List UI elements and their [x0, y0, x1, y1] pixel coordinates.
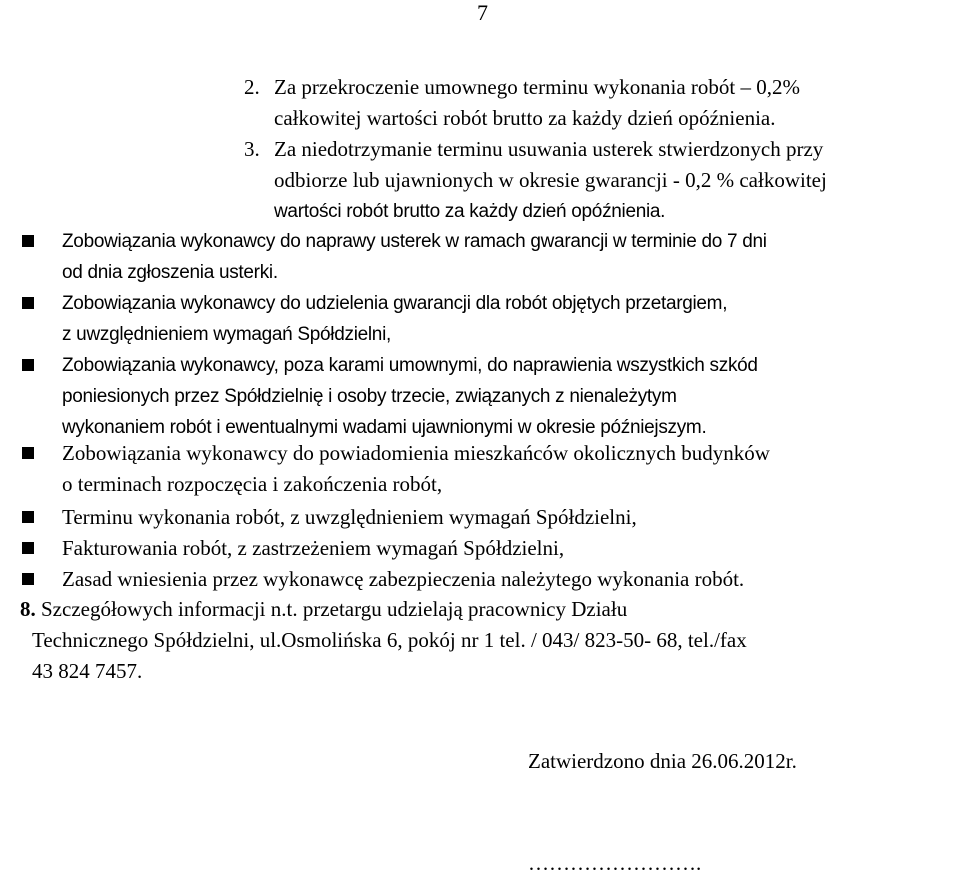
section-line: Technicznego Spółdzielni, ul.Osmolińska 6, pokój nr 1 tel. / 043/ 823-50- 68, tel./fax	[32, 628, 747, 652]
square-bullet-icon	[22, 511, 34, 523]
bullet-line: Zobowiązania wykonawcy do naprawy usterek w ramach gwarancji w terminie do 7 dni	[62, 231, 767, 252]
section-8	[20, 594, 940, 687]
signature-line: …………………….	[528, 851, 702, 875]
bullet-line: Zobowiązania wykonawcy do powiadomienia mieszkańców okolicznych budynków	[62, 441, 770, 465]
penalty-item-2	[244, 72, 954, 134]
bullet-item	[22, 533, 564, 564]
bullet-line: Zobowiązania wykonawcy do udzielenia gwarancji dla robót objętych przetargiem,	[62, 293, 728, 314]
square-bullet-icon	[22, 359, 34, 371]
section-8-first-line	[20, 594, 940, 625]
bullet-item	[22, 226, 767, 288]
bullet-line: Fakturowania robót, z zastrzeżeniem wymagań Spółdzielni,	[62, 536, 565, 560]
square-bullet-icon	[22, 297, 34, 309]
bullet-line: z uwzględnieniem wymagań Spółdzielni,	[62, 324, 391, 345]
square-bullet-icon	[22, 235, 34, 247]
penalty-item-3	[244, 134, 954, 227]
item-line: Za przekroczenie umownego terminu wykonania robót – 0,2%	[274, 75, 800, 99]
bullet-item	[22, 438, 770, 500]
item-line: Za niedotrzymanie terminu usuwania usterek stwierdzonych przy	[274, 137, 824, 161]
section-line: Szczegółowych informacji n.t. przetargu udzielają pracownicy Działu	[41, 597, 628, 621]
item-number: 2.	[244, 75, 260, 99]
item-line: wartości robót brutto za każdy dzień opóźnienia.	[274, 201, 666, 222]
bullet-line: od dnia zgłoszenia usterki.	[62, 262, 278, 283]
item-number: 3.	[244, 137, 260, 161]
bullet-line: wykonaniem robót i ewentualnymi wadami ujawnionymi w okresie późniejszym.	[62, 417, 707, 438]
bullet-line: Terminu wykonania robót, z uwzględnieniem wymagań Spółdzielni,	[62, 505, 637, 529]
section-line: 43 824 7457.	[32, 659, 143, 683]
approval-date: Zatwierdzono dnia 26.06.2012r.	[528, 749, 797, 773]
item-line: całkowitej wartości robót brutto za każdy dzień opóźnienia.	[274, 106, 776, 130]
square-bullet-icon	[22, 573, 34, 585]
item-line: odbiorze lub ujawnionych w okresie gwarancji - 0,2 % całkowitej	[274, 168, 827, 192]
page-number: 7	[477, 0, 488, 25]
bullet-item	[22, 350, 758, 443]
bullet-line: poniesionych przez Spółdzielnię i osoby trzecie, związanych z nienależytym	[62, 386, 677, 407]
bullet-line: Zasad wniesienia przez wykonawcę zabezpieczenia należytego wykonania robót.	[62, 567, 745, 591]
bullet-item	[22, 502, 637, 533]
bullet-line: o terminach rozpoczęcia i zakończenia robót,	[62, 472, 443, 496]
bullet-item	[22, 288, 727, 350]
bullet-item	[22, 564, 744, 595]
section-number: 8.	[20, 597, 36, 621]
bullet-line: Zobowiązania wykonawcy, poza karami umownymi, do naprawienia wszystkich szkód	[62, 355, 758, 376]
square-bullet-icon	[22, 447, 34, 459]
square-bullet-icon	[22, 542, 34, 554]
